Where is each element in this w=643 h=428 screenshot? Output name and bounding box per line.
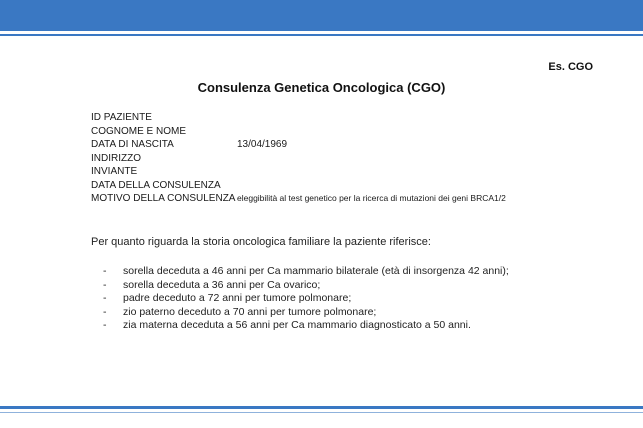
list-item	[103, 265, 509, 279]
field-label: MOTIVO DELLA CONSULENZA	[91, 193, 236, 204]
field-id-paziente	[91, 111, 611, 125]
list-item-text: padre deceduto a 72 anni per tumore polmonare;	[123, 292, 352, 304]
field-label: INVIANTE	[91, 166, 138, 177]
field-label: ID PAZIENTE	[91, 112, 152, 123]
header-divider	[0, 34, 643, 36]
list-item-text: zio paterno deceduto a 70 anni per tumore polmonare;	[123, 305, 377, 318]
list-item	[103, 306, 509, 320]
list-item	[103, 279, 509, 293]
header-band	[0, 0, 643, 31]
field-motivo-consulenza	[91, 192, 611, 206]
bullet-dash: -	[103, 265, 107, 277]
field-label: INDIRIZZO	[91, 152, 141, 164]
field-value: 13/04/1969	[237, 139, 288, 150]
bullet-dash: -	[103, 305, 107, 318]
list-item	[103, 292, 509, 306]
list-item-text: zia materna deceduta a 56 anni per Ca mammario diagnosticato a 50 anni.	[123, 319, 471, 331]
list-item-text: sorella deceduta a 46 anni per Ca mammario bilaterale (età di insorgenza 42 anni);	[123, 265, 509, 277]
document-title: Consulenza Genetica Oncologica (CGO)	[197, 80, 446, 95]
footer-divider	[0, 406, 643, 409]
list-item-text: sorella deceduta a 36 anni per Ca ovarico;	[123, 278, 321, 291]
field-inviante	[91, 165, 611, 179]
patient-fields	[91, 111, 611, 206]
field-label: DATA DI NASCITA	[91, 139, 174, 150]
field-data-nascita	[91, 138, 611, 152]
document-code: Es. CGO	[548, 61, 593, 73]
footer-divider-thin	[0, 412, 643, 413]
field-cognome-nome	[91, 125, 611, 139]
bullet-dash: -	[103, 319, 107, 331]
family-history-list	[103, 265, 509, 333]
bullet-dash: -	[103, 292, 107, 304]
history-intro: Per quanto riguarda la storia oncologica familiare la paziente riferisce:	[91, 236, 431, 248]
field-label: DATA DELLA CONSULENZA	[91, 179, 221, 191]
list-item	[103, 319, 509, 333]
field-data-consulenza	[91, 179, 611, 193]
field-indirizzo	[91, 152, 611, 166]
field-label: COGNOME E NOME	[91, 125, 187, 137]
bullet-dash: -	[103, 278, 107, 291]
field-value: eleggibilità al test genetico per la ricerca di mutazioni dei geni BRCA1/2	[237, 193, 506, 203]
